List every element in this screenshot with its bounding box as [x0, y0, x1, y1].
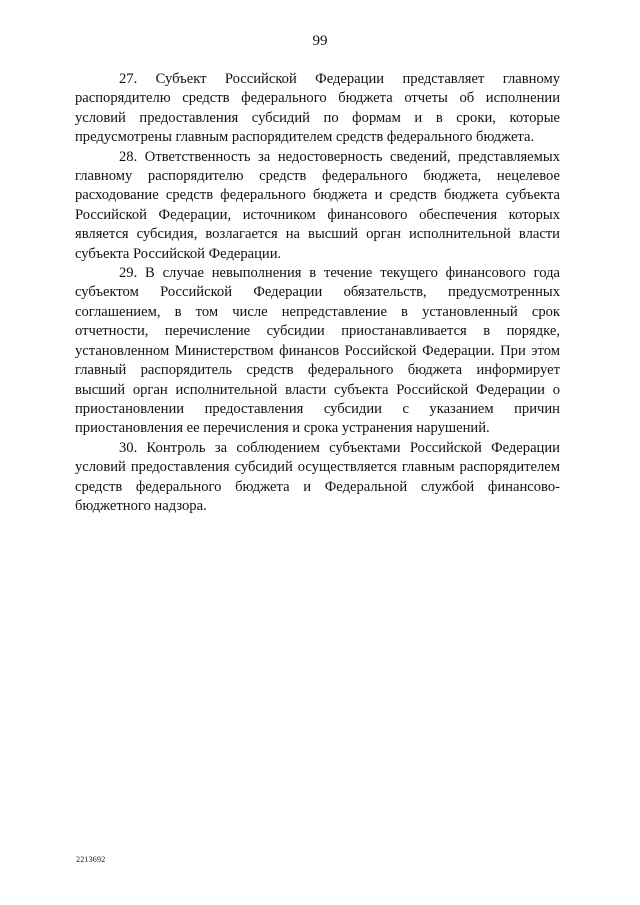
document-body — [75, 70, 560, 516]
document-code: 2213692 — [76, 855, 106, 864]
paragraph-27: 27. Субъект Российской Федерации представляет главному распорядителю средств федерального бюджета отчеты об исполнении условий предоставления субсидий по формам и в сроки, которые предусмотрены главным распорядителем средств федерального бюджета. — [75, 71, 560, 146]
paragraph-29: 29. В случае невыполнения в течение текущего финансового года субъектом Российской Федерации обязательств, предусмотренных соглашением, в том числе непредставление в установленный срок отчетности, перечисление субсидии приостанавливается в порядке, установленном Министерством финансов Российской Федерации. При этом главный распорядитель средств федерального бюджета информирует высший орган исполнительной власти субъекта Российской Федерации о приостановлении предоставления субсидии с указанием причин приостановления ее перечисления и срока устранения нарушений. — [75, 265, 560, 437]
page-number: 99 — [312, 33, 328, 49]
paragraph-30: 30. Контроль за соблюдением субъектами Российской Федерации условий предоставления субсидий осуществляется главным распорядителем средств федерального бюджета и Федеральной службой финансово-бюджетного надзора. — [75, 439, 560, 514]
paragraph-28: 28. Ответственность за недостоверность сведений, представляемых главному распорядителю средств федерального бюджета, нецелевое расходование средств федерального бюджета и средств бюджета субъекта Российской Федерации, источником финансового обеспечения которых является субсидия, возлагается на высший орган исполнительной власти субъекта Российской Федерации. — [75, 148, 560, 262]
